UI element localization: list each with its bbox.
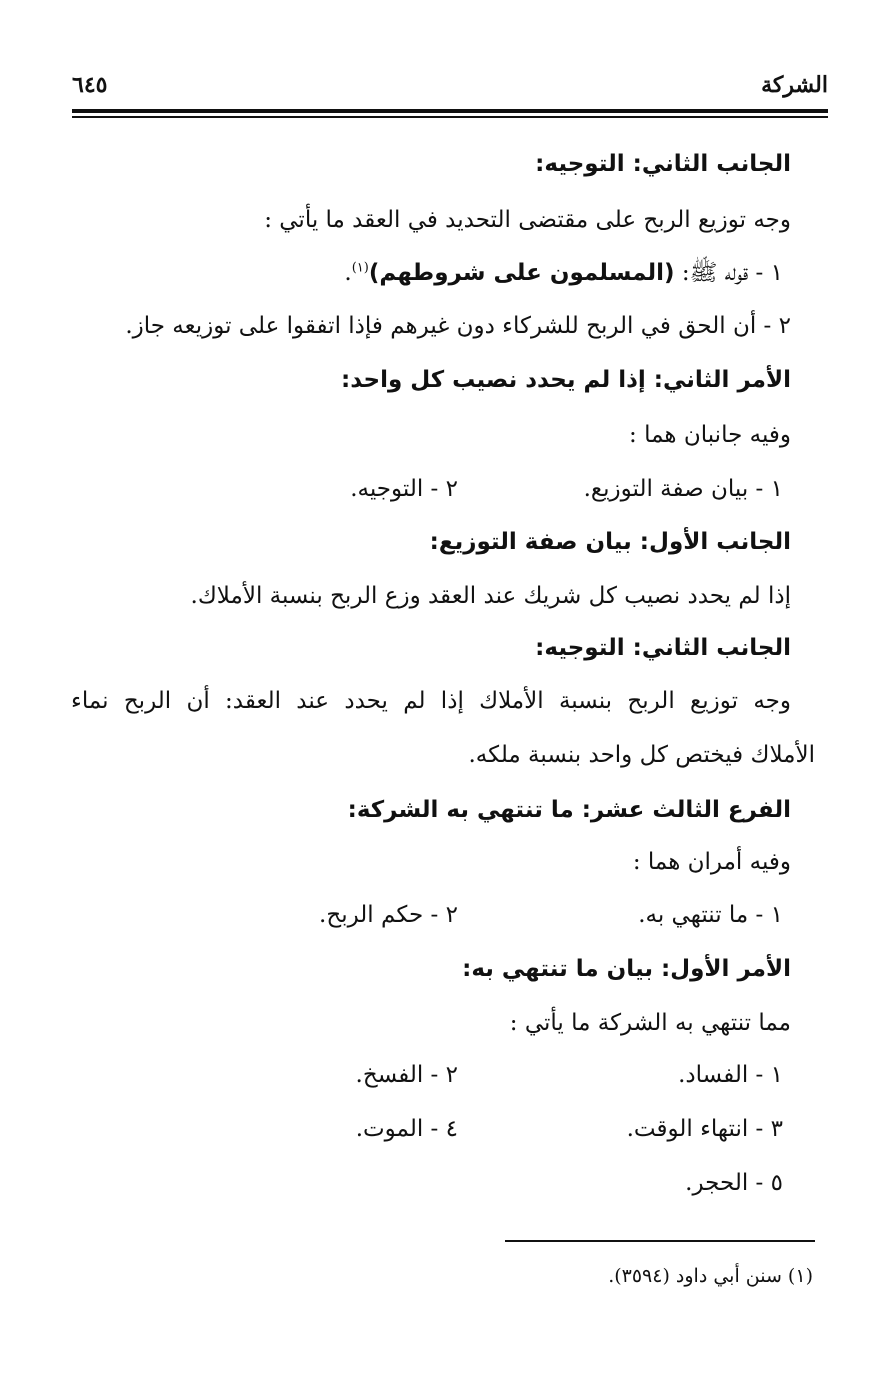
page-header <box>72 66 828 106</box>
header-rule-thick <box>72 109 828 113</box>
paragraph-line: وجه توزيع الربح بنسبة الأملاك إذا لم يحدد عند العقد: أن الربح نماء <box>71 688 791 714</box>
list-item: ٢ - أن الحق في الربح للشركاء دون غيرهم فإذا اتفقوا على توزيعه جاز. <box>125 313 791 339</box>
paragraph: وفيه أمران هما : <box>632 849 791 875</box>
list-item-hadith <box>344 256 783 290</box>
paragraph: مما تنتهي به الشركة ما يأتي : <box>509 1010 791 1036</box>
section-heading: الأمر الثاني: إذا لم يحدد نصيب كل واحد: <box>341 367 791 393</box>
list-item: ٥ - الحجر. <box>685 1170 783 1196</box>
paragraph: إذا لم يحدد نصيب كل شريك عند العقد وزع الربح بنسبة الأملاك. <box>190 583 791 609</box>
paragraph: وفيه جانبان هما : <box>629 422 791 448</box>
footnote: (١) سنن أبي داود (٣٥٩٤). <box>608 1265 813 1287</box>
list-item: ٢ - الفسخ. <box>355 1062 458 1088</box>
item-number: ١ <box>770 260 783 286</box>
list-item: ٢ - حكم الربح. <box>319 902 458 928</box>
hadith-quote: (المسلمون على شروطهم) <box>368 260 675 286</box>
list-item: ١ - بيان صفة التوزيع. <box>583 476 783 502</box>
list-item: ٢ - التوجيه. <box>350 476 458 502</box>
section-heading: الأمر الأول: بيان ما تنتهي به: <box>462 956 791 982</box>
list-item: ١ - الفساد. <box>678 1062 783 1088</box>
paragraph-line: الأملاك فيختص كل واحد بنسبة ملكه. <box>468 742 815 768</box>
branch-heading: الفرع الثالث عشر: ما تنتهي به الشركة: <box>347 797 791 823</box>
list-item: ٤ - الموت. <box>355 1116 458 1142</box>
list-item: ١ - ما تنتهي به. <box>638 902 783 928</box>
footnote-ref: (١) <box>351 260 369 276</box>
item-end: . <box>344 260 352 286</box>
page-number: ٦٤٥ <box>72 72 108 98</box>
running-title: الشركة <box>761 72 828 98</box>
footnote-separator <box>505 1240 815 1242</box>
header-rule-thin <box>72 116 828 118</box>
item-prefix: - قوله ﷺ: <box>674 260 771 286</box>
section-heading: الجانب الثاني: التوجيه: <box>535 635 791 661</box>
section-heading: الجانب الثاني: التوجيه: <box>535 151 791 177</box>
section-heading: الجانب الأول: بيان صفة التوزيع: <box>429 529 791 555</box>
paragraph: وجه توزيع الربح على مقتضى التحديد في العقد ما يأتي : <box>264 207 791 233</box>
list-item: ٣ - انتهاء الوقت. <box>626 1116 783 1142</box>
